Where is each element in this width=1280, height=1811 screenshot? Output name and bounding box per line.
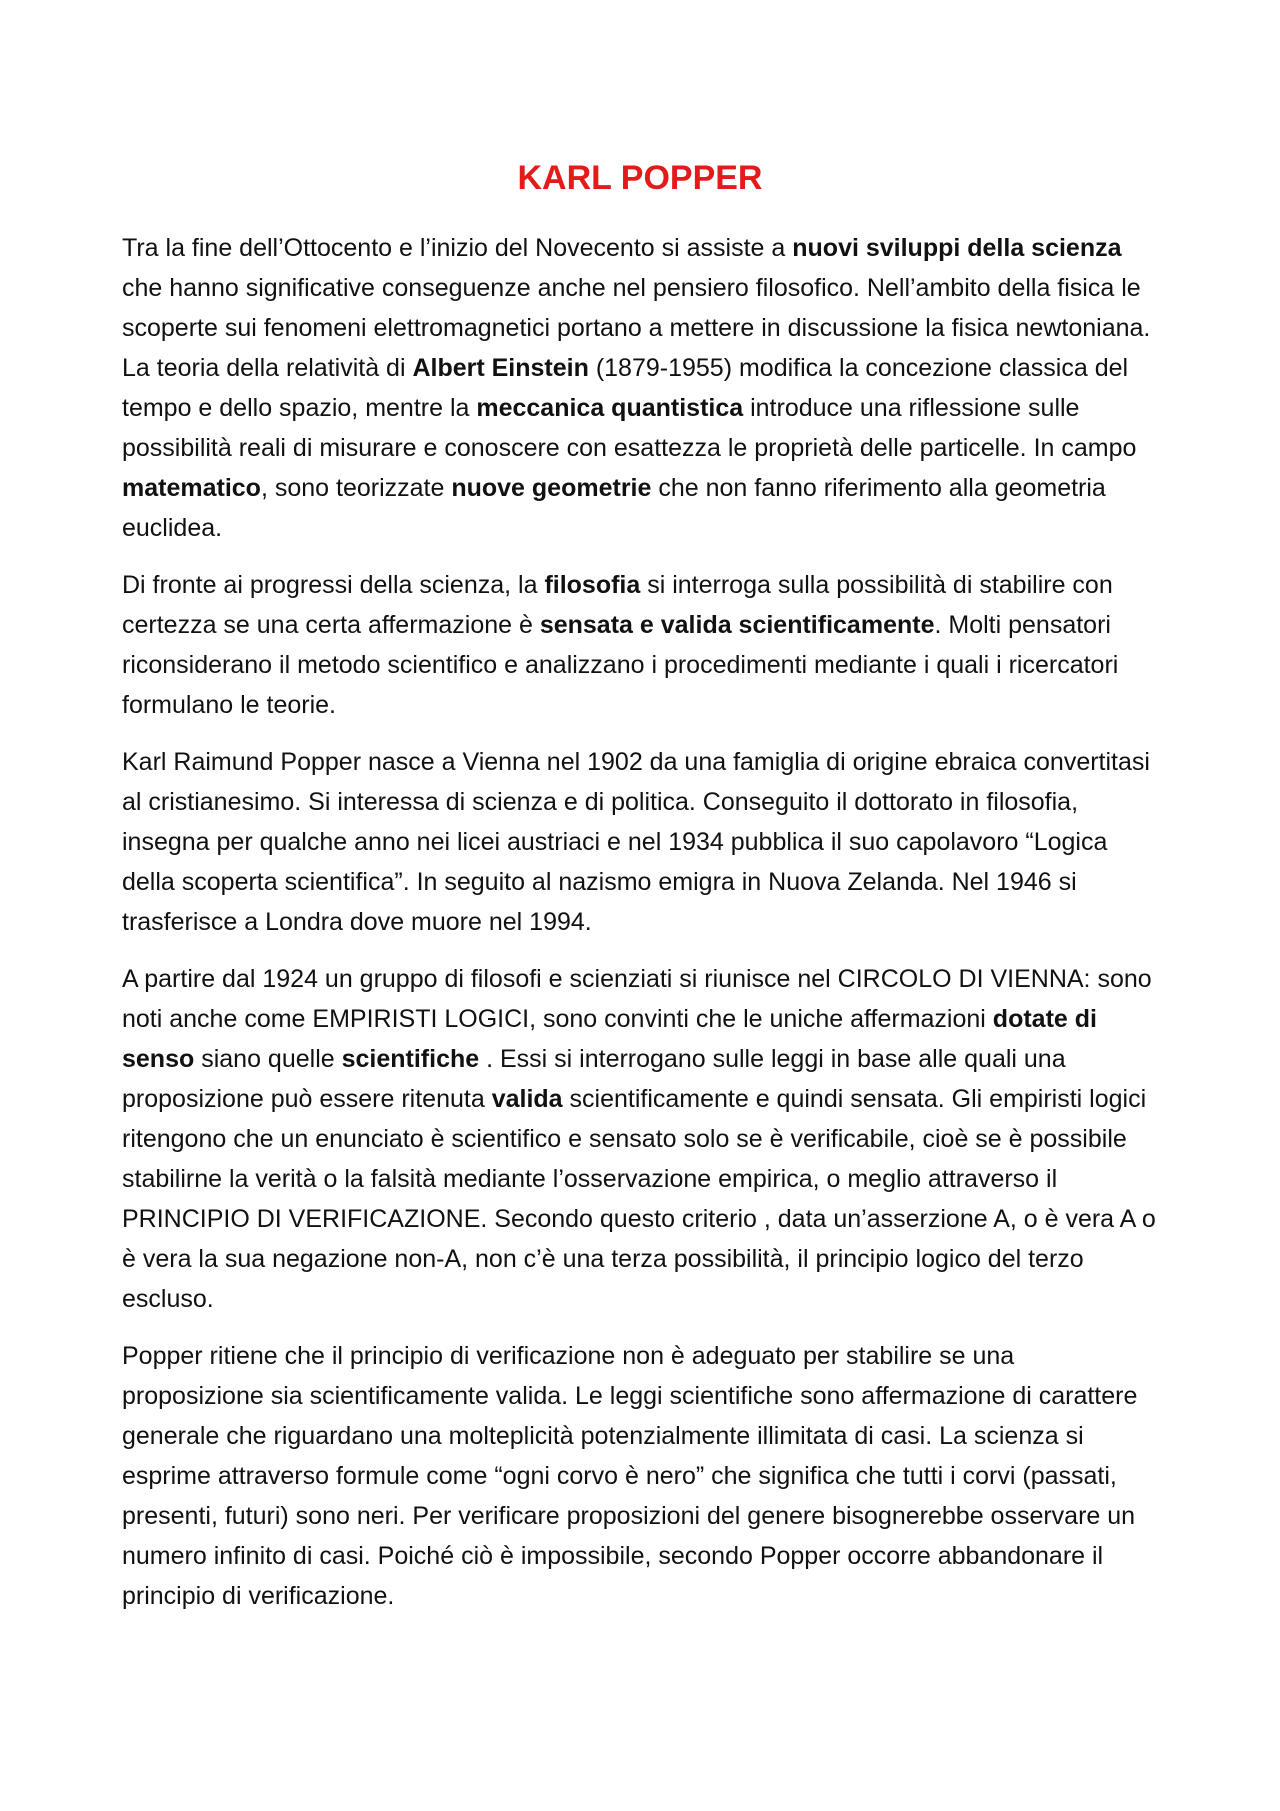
bold-text: filosofia [544,571,641,599]
text-run: si interroga sulla possibilità di stabilire con certezza se una certa affermazione è [122,571,1113,639]
paragraph [122,228,1162,548]
bold-text: dotate di senso [122,1005,1097,1073]
text-run: (1879-1955) modifica la concezione classica del tempo e dello spazio, mentre la [122,354,1129,422]
text-run: Karl Raimund Popper nasce a Vienna nel 1902 da una famiglia di origine ebraica convertitasi al cristianesimo. Si interessa di scienza e di politica. Conseguito il dottorato in filosofia, insegna per qualche anno nei licei austriaci e nel 1934 pubblica il suo capolavoro “Logica della scoperta scientifica”. In seguito al nazismo emigra in Nuova Zelanda. Nel 1946 si trasferisce a Londra dove muore nel 1994. [122,748,1150,936]
text-run: che hanno significative conseguenze anche nel pensiero filosofico. Nell’ambito della fisica le scoperte sui fenomeni elettromagnetici portano a mettere in discussione la fisica newtoniana. La teoria della relatività di [122,274,1151,382]
document-body [122,228,1162,1633]
page-title: KARL POPPER [517,159,763,197]
bold-text: sensata e valida scientificamente [539,611,935,639]
text-run: scientificamente e quindi sensata. Gli empiristi logici ritengono che un enunciato è scientifico e sensato solo se è verificabile, cioè se è possibile stabilirne la verità o la falsità mediante l’osservazione empirica, o meglio attraverso il PRINCIPIO DI VERIFICAZIONE. Secondo questo criterio , data un’asserzione A, o è vera A o è vera la sua negazione non-A, non c’è una terza possibilità, il principio logico del terzo escluso. [122,1085,1156,1313]
text-run: che non fanno riferimento alla geometria euclidea. [122,474,1106,542]
text-run: A partire dal 1924 un gruppo di filosofi e scienziati si riunisce nel CIRCOLO DI VIENNA: sono noti anche come EMPIRISTI LOGICI, sono convinti che le uniche affermazioni [122,965,1152,1033]
bold-text: matematico [122,474,261,502]
bold-text: nuovi sviluppi della scienza [792,234,1122,262]
paragraph [122,1336,1162,1616]
text-run: Popper ritiene che il principio di verificazione non è adeguato per stabilire se una proposizione sia scientificamente valida. Le leggi scientifiche sono affermazione di carattere generale che riguardano una molteplicità potenzialmente illimitata di casi. La scienza si esprime attraverso formule come “ogni corvo è nero” che significa che tutti i corvi (passati, presenti, futuri) sono neri. Per verificare proposizioni del genere bisognerebbe osservare un numero infinito di casi. Poiché ciò è impossibile, secondo Popper occorre abbandonare il principio di verificazione. [122,1342,1138,1610]
text-run: . Essi si interrogano sulle leggi in base alle quali una proposizione può essere ritenuta [122,1045,1066,1113]
text-run: siano quelle [194,1045,342,1073]
bold-text: scientifiche [341,1045,480,1073]
paragraph [122,565,1162,725]
paragraph [122,959,1162,1319]
bold-text: meccanica quantistica [476,394,744,422]
text-run: introduce una riflessione sulle possibilità reali di misurare e conoscere con esattezza le proprietà delle particelle. In campo [122,394,1137,462]
bold-text: valida [491,1085,563,1113]
text-run: Di fronte ai progressi della scienza, la [122,571,545,599]
text-run: , sono teorizzate [260,474,452,502]
bold-text: nuove geometrie [451,474,652,502]
paragraph [122,742,1162,942]
text-run: . Molti pensatori riconsiderano il metodo scientifico e analizzano i procedimenti mediante i quali i ricercatori formulano le teorie. [122,611,1119,719]
bold-text: Albert Einstein [412,354,589,382]
text-run: Tra la fine dell’Ottocento e l’inizio del Novecento si assiste a [122,234,793,262]
